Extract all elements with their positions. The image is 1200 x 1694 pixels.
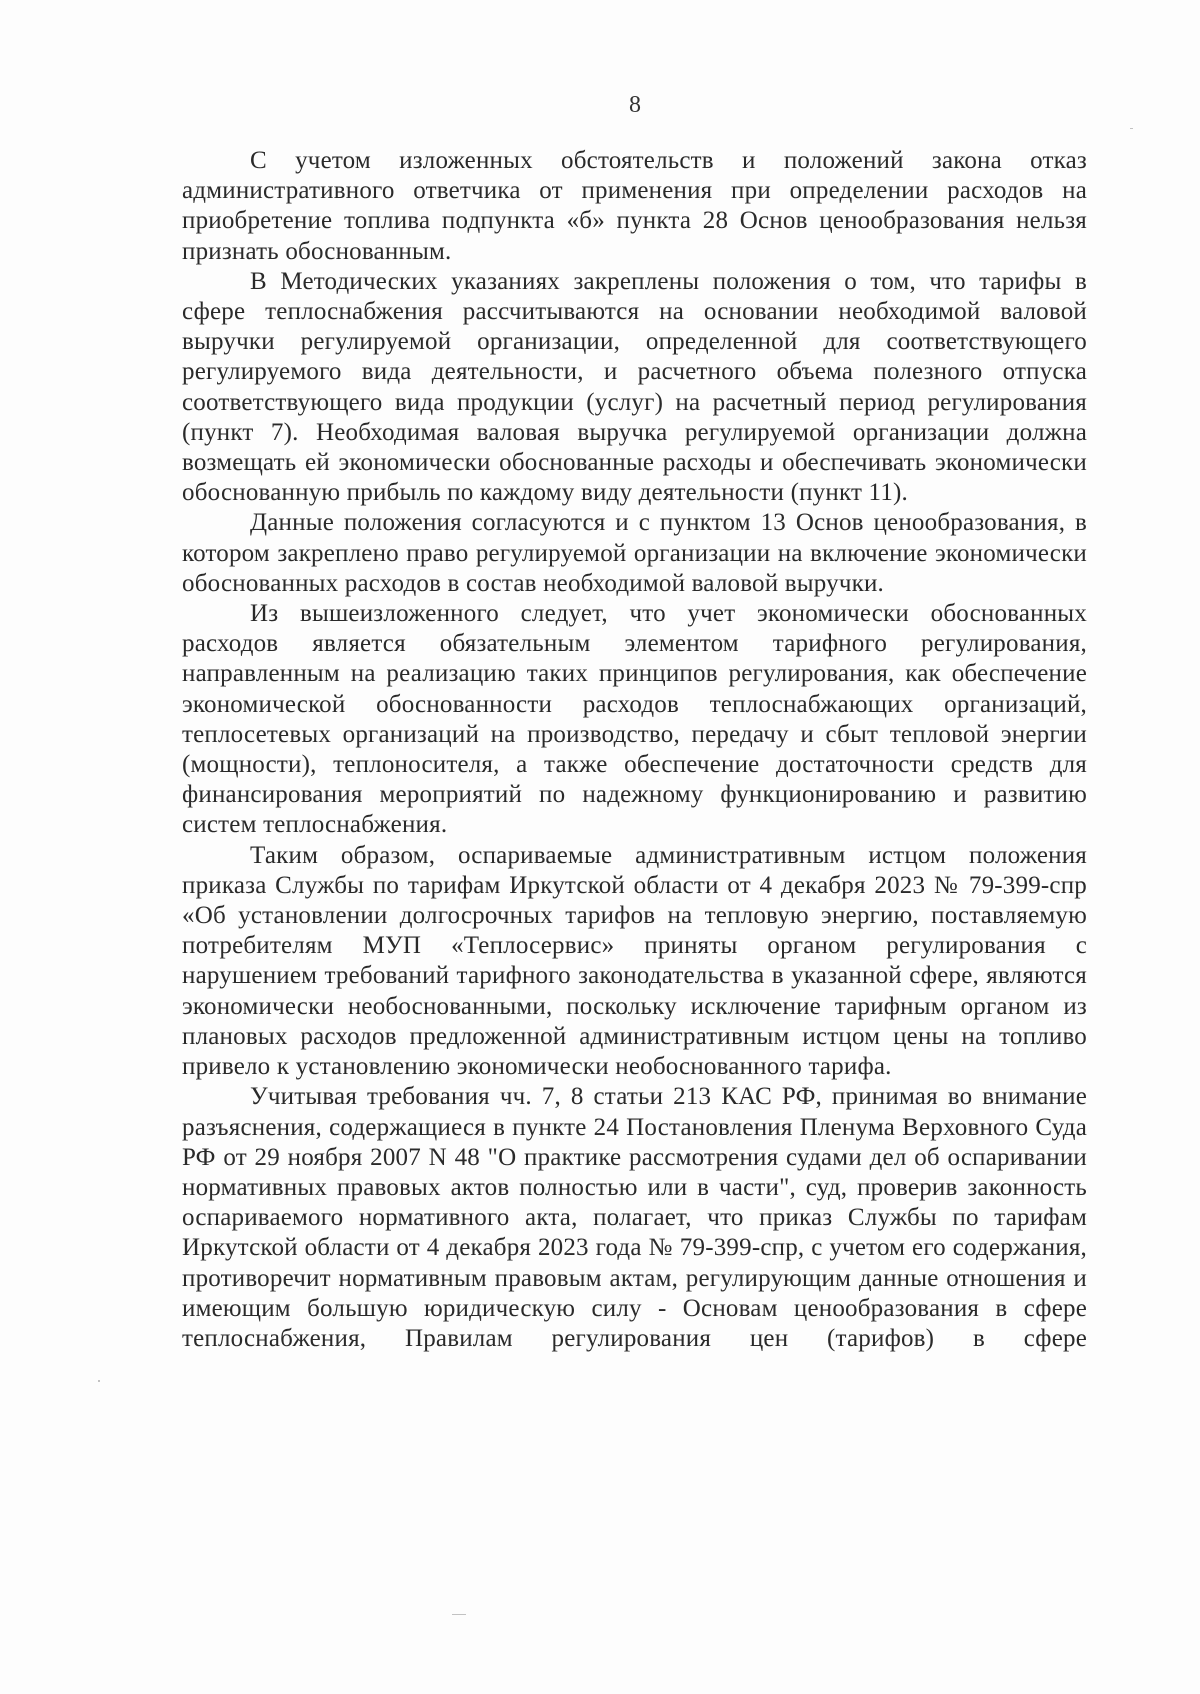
scan-speck — [1130, 128, 1133, 129]
page-number: 8 — [629, 92, 641, 118]
paragraph-6: Учитывая требования чч. 7, 8 статьи 213 КАС РФ, принимая во внимание разъяснения, содержащиеся в пункте 24 Постановления Пленума Верховного Суда РФ от 29 ноября 2007 N 48 "О практике рассмотрения судами дел об оспаривании нормативных правовых актов полностью или в части", суд, проверив законность оспариваемого нормативного акта, полагает, что приказ Службы по тарифам Иркутской области от 4 декабря 2023 года № 79-399-спр, с учетом его содержания, противоречит нормативным правовым актам, регулирующим данные отношения и имеющим большую юридическую силу - Основам ценообразования в сфере теплоснабжения, Правилам регулирования цен (тарифов) в сфере — [182, 1083, 1087, 1352]
paragraph-4: Из вышеизложенного следует, что учет экономически обоснованных расходов является обязательным элементом тарифного регулирования, направленным на реализацию таких принципов регулирования, как обеспечение экономической обоснованности расходов теплоснабжающих организаций, теплосетевых организаций на производство, передачу и сбыт тепловой энергии (мощности), теплоносителя, а также обеспечение достаточности средств для финансирования мероприятий по надежному функционированию и развитию систем теплоснабжения. — [182, 600, 1087, 839]
paragraph-3: Данные положения согласуются и с пунктом 13 Основ ценообразования, в котором закреплено право регулируемой организации на включение экономически обоснованных расходов в состав необходимой валовой выручки. — [182, 509, 1087, 597]
scan-speck — [98, 1380, 100, 1382]
paragraph-2: В Методических указаниях закреплены положения о том, что тарифы в сфере теплоснабжения рассчитываются на основании необходимой валовой выручки регулируемой организации, определенной для соответствующего регулируемого вида деятельности, и расчетного объема полезного отпуска соответствующего вида продукции (услуг) на расчетный период регулирования (пункт 7). Необходимая валовая выручка регулируемой организации должна возмещать ей экономически обоснованные расходы и обеспечивать экономически обоснованную прибыль по каждому виду деятельности (пункт 11). — [182, 267, 1087, 507]
paragraph-5: Таким образом, оспариваемые административным истцом положения приказа Службы по тарифам Иркутской области от 4 декабря 2023 № 79-399-спр «Об установлении долгосрочных тарифов на тепловую энергию, поставляемую потребителям МУП «Теплосервис» приняты органом регулирования с нарушением требований тарифного законодательства в указанной сфере, являются экономически необоснованными, поскольку исключение тарифным органом из плановых расходов предложенной административным истцом цены на топливо привело к установлению экономически необоснованного тарифа. — [182, 841, 1087, 1081]
scan-speck — [452, 1614, 466, 1615]
document-body — [182, 146, 1087, 1354]
paragraph-1: С учетом изложенных обстоятельств и положений закона отказ административного ответчика от применения при определении расходов на приобретение топлива подпункта «б» пункта 28 Основ ценообразования нельзя признать обоснованным. — [182, 147, 1087, 265]
